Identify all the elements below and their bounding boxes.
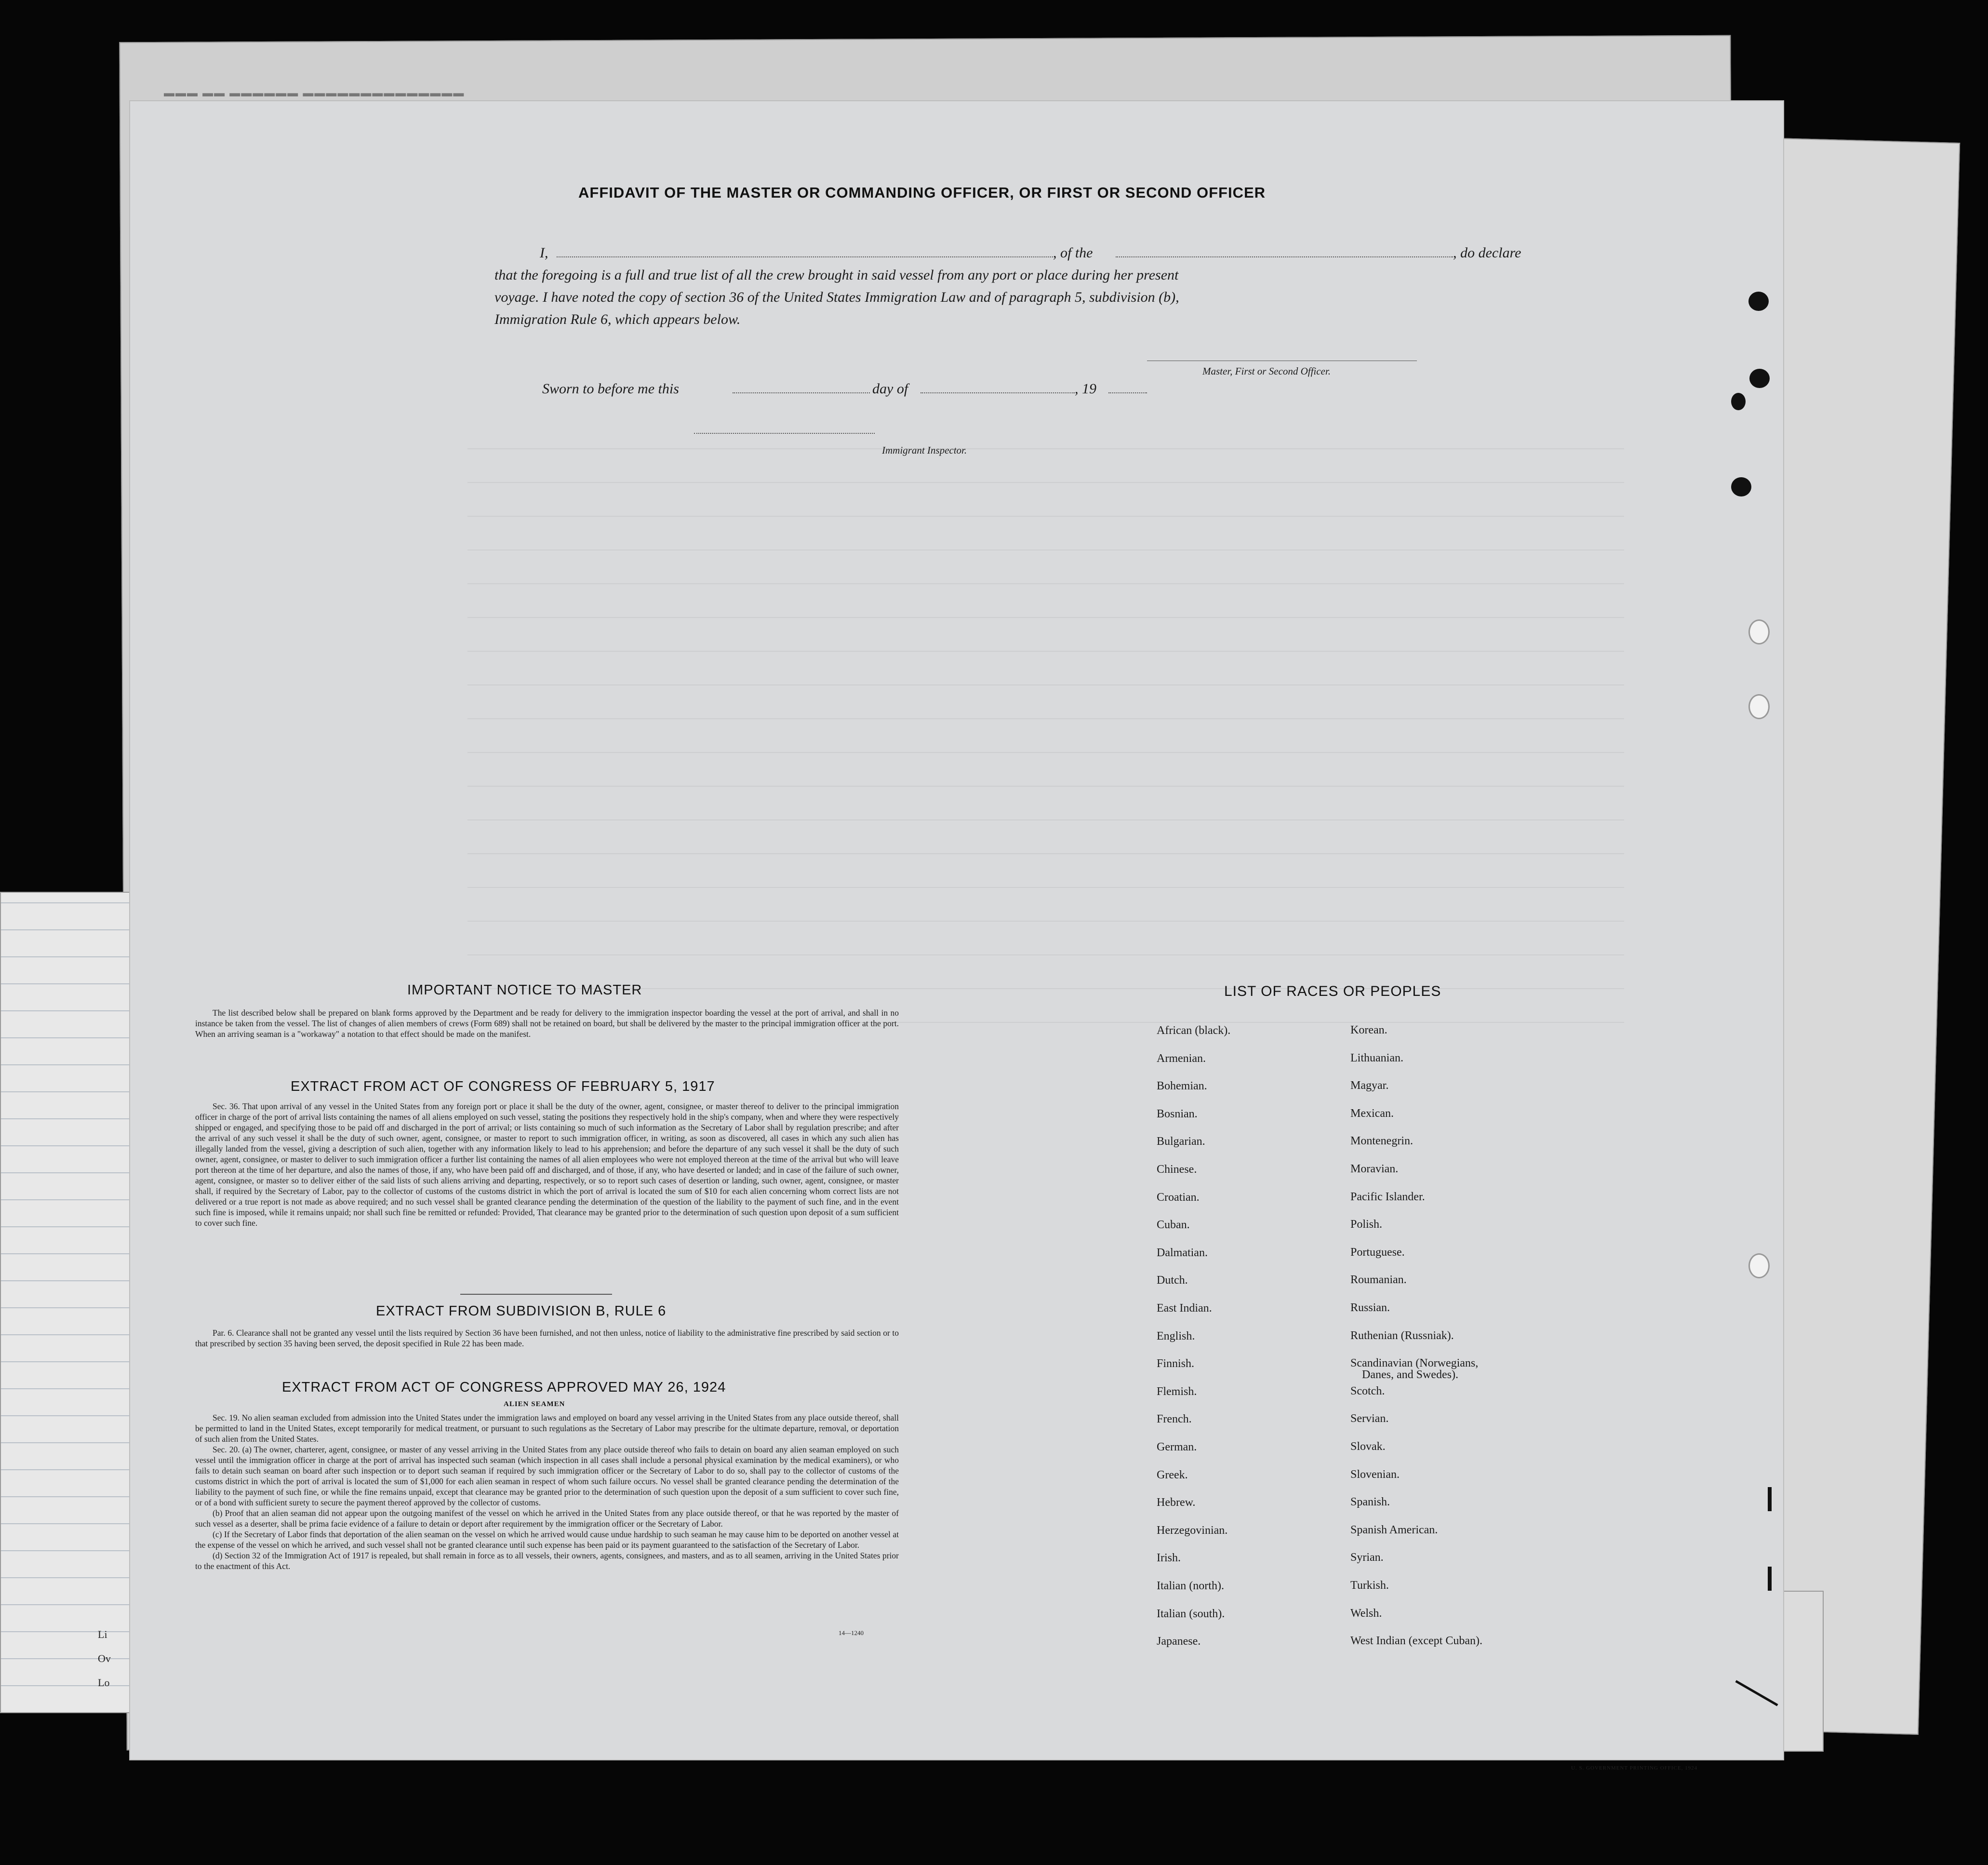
punch-hole [1748, 1253, 1770, 1278]
sworn-year-blank [1108, 392, 1147, 393]
notice-paragraph: The list described below shall be prepared on blank forms approved by the Department and be ready for delivery to the immigration inspector boarding the vessel at the port of arrival, and shall in no instance be taken from the vessel. The list of changes of alien members of crews (Form 689) shall not be retained on board, but shall be delivered by the master to the principal immigration officer at the port. When an arriving seaman is a "workaway" a notation to that effect should be made on the manifest. [195, 1008, 899, 1039]
race-item: Bulgarian. [1157, 1135, 1205, 1148]
section-20c-paragraph: (c) If the Secretary of Labor finds that deportation of the alien seaman on the vessel on which he arrived would cause undue hardship to such seaman he may cause him to be deported on another vessel at the expense of the vessel on which he arrived, and such vessel shall not be granted clearance until such expense has been paid or its payment guaranteed to the satisfaction of the Secretary of Labor. [195, 1530, 899, 1550]
paragraph-6: Par. 6. Clearance shall not be granted any vessel until the lists required by Section 36 have been furnished, and not then unless, notice of liability to the administrative fine prescribed by said section or to that prescribed by section 35 having been served, the deposit specified in Rule 22 has been made. [195, 1328, 899, 1348]
punch-hole [1748, 694, 1770, 719]
affidavit-line-2: that the foregoing is a full and true list of all the crew brought in said vessel from any port or place during her present [494, 267, 1179, 283]
race-item: Spanish American. [1350, 1523, 1438, 1536]
sworn-day-of: day of [872, 381, 908, 397]
section-divider [460, 1294, 612, 1295]
race-item: Scandinavian (Norwegians, Danes, and Swedes). [1350, 1357, 1479, 1382]
race-item: Scotch. [1350, 1384, 1385, 1397]
punch-hole [1748, 292, 1769, 311]
race-item: Italian (south). [1157, 1607, 1225, 1620]
sworn-day-blank [733, 392, 870, 393]
race-item: Lithuanian. [1350, 1051, 1403, 1064]
races-title: LIST OF RACES OR PEOPLES [1224, 983, 1441, 999]
affidavit-sheet [130, 101, 1783, 1759]
margin-letter: Li [98, 1628, 107, 1640]
underlying-ledger-sheet [0, 892, 137, 1713]
race-item: Syrian. [1350, 1551, 1384, 1564]
affidavit-declare: , do declare [1453, 245, 1521, 261]
margin-letter: Lo [98, 1677, 110, 1689]
printing-office-imprint: U. S. GOVERNMENT PRINTING OFFICE, 1924 [1571, 1765, 1698, 1771]
race-item: Polish. [1350, 1218, 1383, 1231]
affidavit-line-3: voyage. I have noted the copy of section 36 of the United States Immigration Law and of paragraph 5, subdivision (b), [494, 289, 1179, 305]
sworn-year: , 19 [1075, 381, 1096, 397]
race-item: Bohemian. [1157, 1080, 1207, 1093]
race-item: West Indian (except Cuban). [1350, 1635, 1482, 1648]
race-item: Portuguese. [1350, 1246, 1405, 1259]
race-item: Flemish. [1157, 1385, 1197, 1398]
race-item: Pacific Islander. [1350, 1190, 1425, 1203]
race-item: Herzegovinian. [1157, 1524, 1228, 1537]
master-signature-label: Master, First or Second Officer. [1202, 365, 1331, 377]
inspector-label: Immigrant Inspector. [882, 444, 967, 456]
race-item: Roumanian. [1350, 1274, 1407, 1287]
race-item: Hebrew. [1157, 1496, 1196, 1509]
form-number: 14—1240 [839, 1629, 864, 1637]
edge-mark [1768, 1487, 1772, 1511]
affidavit-of-the: , of the [1053, 245, 1093, 261]
race-item: Welsh. [1350, 1607, 1382, 1620]
race-item: African (black). [1157, 1024, 1231, 1037]
margin-letter: Ov [98, 1652, 111, 1664]
race-item: East Indian. [1157, 1302, 1212, 1315]
affidavit-i: I, [540, 245, 548, 261]
punch-hole [1731, 393, 1746, 410]
section-20a-paragraph: Sec. 20. (a) The owner, charterer, agent, consignee, or master of any vessel arriving in the United States from any place outside thereof who fails to detain on board any alien seaman employed on such vessel until the immigration officer in charge at the port of arrival has inspected such seaman (which inspection in all cases shall include a personal physical examination by the medical examiners), or who fails to detain such seaman on board after such inspection or to deport such seaman if required by such immigration officer or the Secretary of Labor to do so, shall pay to the collector of customs of the customs district in which the port of arrival is located the sum of $1,000 for each alien seaman in respect of whom such failure occurs. No vessel shall be granted clearance pending the determination of the liability to the payment of such fine, or while the fine remains unpaid, except that clearance may be granted prior to the determination of such question upon the deposit of a sum sufficient to cover such fine, or of a bond with sufficient surety to secure the payment thereof approved by the collector of customs. [195, 1445, 899, 1507]
race-item: Mexican. [1350, 1107, 1394, 1120]
section-36-paragraph: Sec. 36. That upon arrival of any vessel in the United States from any foreign port or place it shall be the duty of the owner, agent, consignee, or master thereof to deliver to the principal immigration officer in charge of the port of arrival lists containing the names of all aliens employed on such vessel, stating the positions they respectively hold in the ship's company, when and where they were respectively shipped or engaged, and specifying those to be paid off and discharged in the port of arrival; or lists containing so much of such information as the Secretary of Labor shall by regulation prescribe; and after the arrival of any such vessel it shall be the duty of such owner, agent, consignee, or master to report to such immigration officer, in writing, as soon as discovered, all cases in which any such alien has illegally landed from the vessel, giving a description of such alien, together with any information likely to lead to his apprehension; and before the departure of any such vessel it shall be the duty of such owner, agent, consignee, or master to deliver to such immigration officer a further list containing the names of all alien employees who were not employed thereon at the time of the arrival but who will leave port thereon at the time of her departure, and also the names of those, if any, who have been paid off and discharged, and of those, if any, who have deserted or landed; and in case of the failure of such owner, agent, consignee, or master so to deliver either of the said lists of such aliens arriving and departing, respectively, or so to report such cases of desertion or landing, such owner, agent, consignee, or master shall, if required by the Secretary of Labor, pay to the collector of customs of the customs district in which the port of arrival is located the sum of $10 for each alien concerning whom correct lists are not delivered or a true report is not made as above required; and no such vessel shall be granted clearance pending the determination of the question of the liability to the payment of such fine, and in the event such fine is imposed, while it remains unpaid; nor shall such fine be remitted or refunded: Provided, That clearance may be granted prior to the determination of such question upon deposit of a sum sufficient to cover such fine. [195, 1101, 899, 1228]
race-item: Irish. [1157, 1552, 1181, 1565]
sworn-prefix: Sworn to before me this [542, 381, 679, 397]
race-item: Greek. [1157, 1468, 1188, 1481]
race-item: Russian. [1350, 1301, 1390, 1314]
punch-hole [1749, 369, 1770, 388]
affidavit-title: AFFIDAVIT OF THE MASTER OR COMMANDING OFFICER, OR FIRST OR SECOND OFFICER [578, 184, 1266, 201]
race-item: Italian (north). [1157, 1580, 1224, 1592]
punch-hole [1731, 477, 1751, 496]
underlying-header-strip: ▬▬▬ ▬▬ ▬▬▬▬▬▬ ▬▬▬▬▬▬▬▬▬▬▬▬▬▬ [164, 87, 465, 99]
race-item: French. [1157, 1413, 1192, 1426]
race-item: Armenian. [1157, 1052, 1206, 1065]
race-item: Moravian. [1350, 1163, 1399, 1175]
race-item: German. [1157, 1441, 1197, 1453]
race-item: Korean. [1350, 1024, 1388, 1036]
race-item: Dutch. [1157, 1274, 1188, 1287]
race-item: Servian. [1350, 1412, 1389, 1425]
name-blank [557, 256, 1053, 257]
race-item: Slovak. [1350, 1440, 1386, 1453]
race-item: Croatian. [1157, 1191, 1200, 1204]
race-item: Chinese. [1157, 1163, 1197, 1176]
extract-1917-text [195, 1101, 899, 1228]
race-item: Cuban. [1157, 1219, 1190, 1232]
vessel-blank [1116, 256, 1453, 257]
section-19-paragraph: Sec. 19. No alien seaman excluded from admission into the United States under the immigration laws and employed on board any vessel arriving in the United States from any place outside thereof, shall be permitted to land in the United States, except temporarily for medical treatment, or pursuant to such regulations as the Secretary of Labor may prescribe for the ultimate departure, removal, or deportation of such alien from the United States. [195, 1413, 899, 1444]
notice-title: IMPORTANT NOTICE TO MASTER [407, 982, 642, 998]
extract-1917-title: EXTRACT FROM ACT OF CONGRESS OF FEBRUARY 5, 1917 [291, 1079, 715, 1094]
sworn-month-blank [921, 392, 1075, 393]
race-item: Montenegrin. [1350, 1135, 1413, 1148]
inspector-signature-line [694, 433, 875, 434]
punch-hole [1748, 619, 1770, 644]
section-20d-paragraph: (d) Section 32 of the Immigration Act of 1917 is repealed, but shall remain in force as to all vessels, their owners, agents, consignees, and masters, and as to all seamen, arriving in the United States prior to the enactment of this Act. [195, 1551, 899, 1571]
section-20b-paragraph: (b) Proof that an alien seaman did not appear upon the outgoing manifest of the vessel on which he arrived in the United States from any place outside thereof, or that he was reported by the master of such vessel as a deserter, shall be prima facie evidence of a failure to detain or deport after requirement by the immigration officer or the Secretary of Labor. [195, 1508, 899, 1529]
edge-mark [1768, 1567, 1772, 1591]
race-item: Ruthenian (Russniak). [1350, 1329, 1454, 1342]
race-item: Japanese. [1157, 1635, 1201, 1648]
extract-rule6-text [195, 1328, 899, 1349]
race-item: English. [1157, 1329, 1195, 1342]
race-item: Bosnian. [1157, 1107, 1198, 1120]
extract-rule6-title: EXTRACT FROM SUBDIVISION B, RULE 6 [376, 1303, 667, 1319]
race-item: Finnish. [1157, 1357, 1195, 1370]
alien-seamen-subtitle: ALIEN SEAMEN [504, 1400, 565, 1408]
extract-1924-text [195, 1412, 899, 1571]
race-item: Magyar. [1350, 1079, 1389, 1092]
race-item: Slovenian. [1350, 1468, 1400, 1481]
notice-text [195, 1007, 899, 1039]
race-item: Spanish. [1350, 1496, 1390, 1509]
race-item: Dalmatian. [1157, 1246, 1208, 1259]
race-item: Turkish. [1350, 1579, 1389, 1592]
affidavit-line-4: Immigration Rule 6, which appears below. [494, 311, 741, 327]
extract-1924-title: EXTRACT FROM ACT OF CONGRESS APPROVED MAY 26, 1924 [282, 1380, 726, 1395]
